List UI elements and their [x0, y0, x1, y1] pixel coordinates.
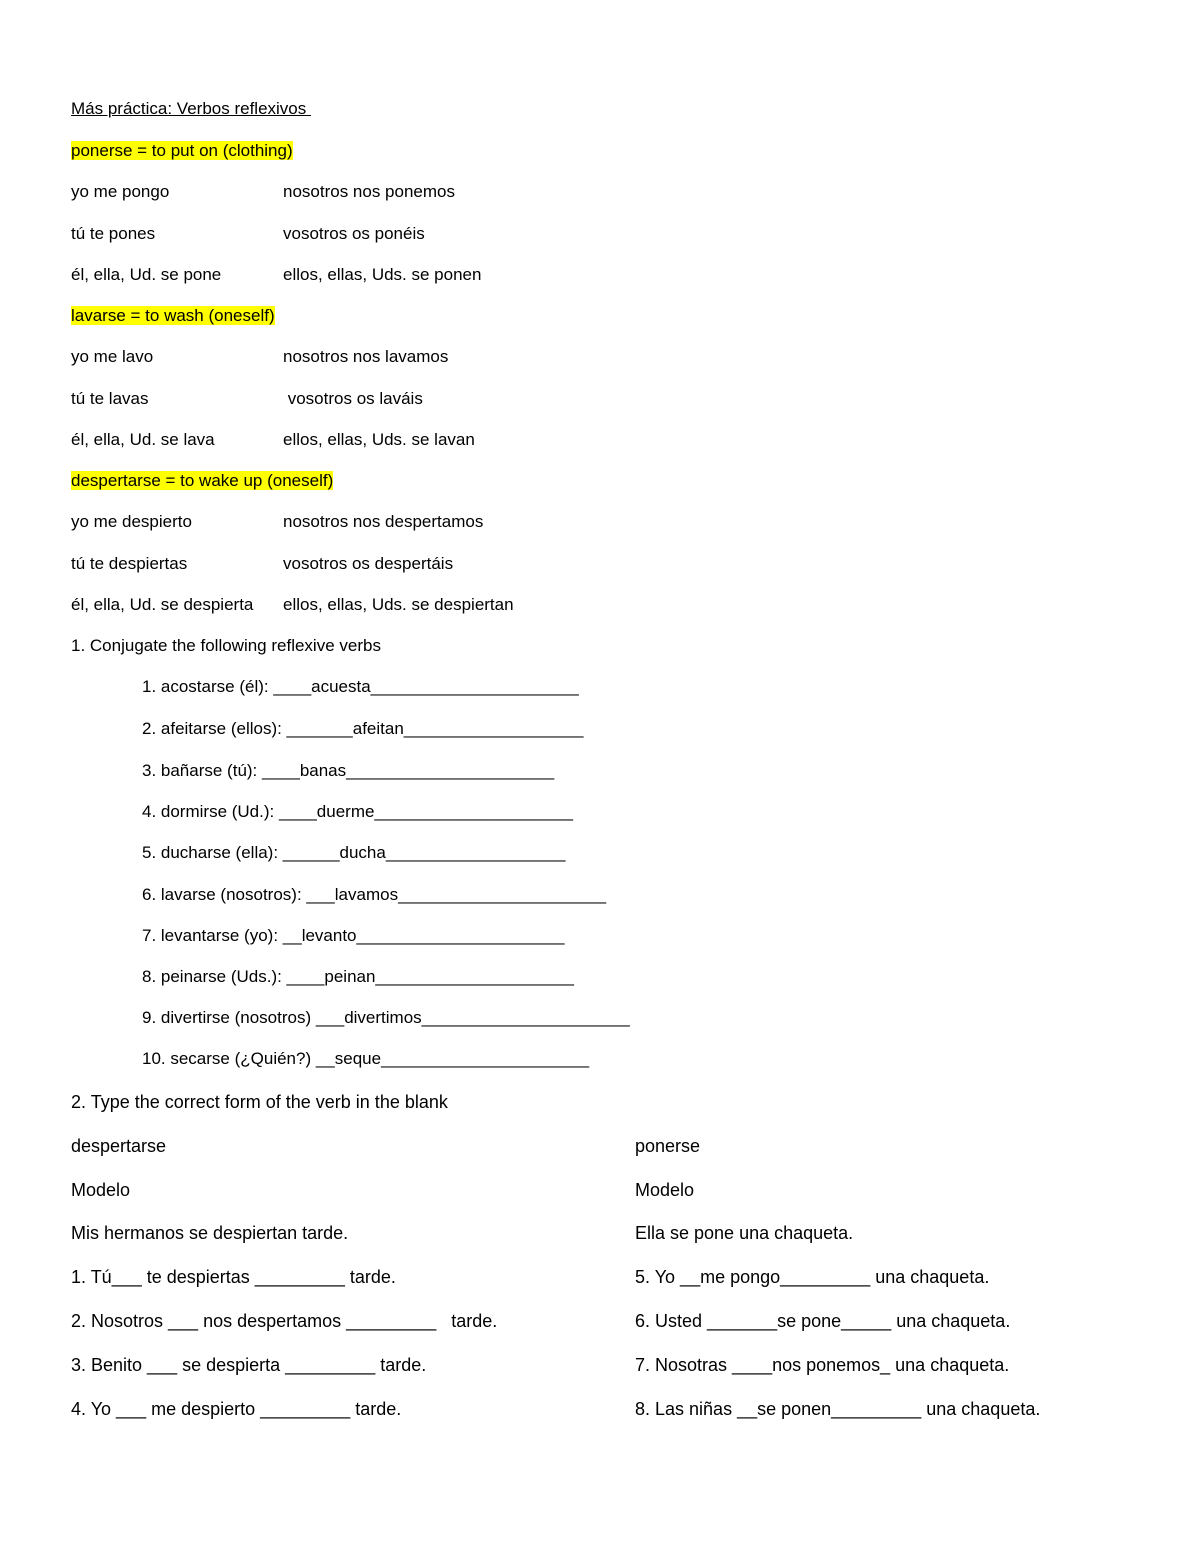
part2-right-verb: ponerse [635, 1136, 701, 1156]
part2-right-item: 5. Yo __me pongo_________ una chaqueta. [635, 1267, 990, 1287]
conj-row-left: él, ella, Ud. se lava [71, 430, 215, 449]
conj-row-left: tú te pones [71, 224, 156, 243]
part2-left-modelo-label: Modelo [71, 1180, 131, 1200]
exercise-item: 1. acostarse (él): ____acuesta______________________ [142, 677, 579, 696]
exercise-item: 4. dormirse (Ud.): ____duerme_____________________ [142, 802, 573, 821]
verb-heading-ponerse [71, 140, 293, 162]
part1-heading: 1. Conjugate the following reflexive verbs [71, 636, 381, 655]
conj-row-left: tú te lavas [71, 389, 149, 408]
part2-right-item: 6. Usted _______se pone_____ una chaqueta. [635, 1311, 1011, 1331]
exercise-item: 6. lavarse (nosotros): ___lavamos______________________ [142, 885, 607, 904]
conj-row-right: ellos, ellas, Uds. se lavan [283, 430, 475, 449]
part2-left-item: 1. Tú___ te despiertas _________ tarde. [71, 1267, 396, 1287]
conj-row-right: ellos, ellas, Uds. se ponen [283, 265, 482, 284]
page-title: Más práctica: Verbos reflexivos [71, 99, 311, 118]
conj-row-right: nosotros nos despertamos [283, 512, 484, 531]
conj-row-left: él, ella, Ud. se despierta [71, 595, 254, 614]
conj-row-right: vosotros os ponéis [283, 224, 425, 243]
exercise-item: 7. levantarse (yo): __levanto______________________ [142, 926, 565, 945]
part2-left-modelo: Mis hermanos se despiertan tarde. [71, 1223, 349, 1243]
part2-left-item: 2. Nosotros ___ nos despertamos _________ tarde. [71, 1311, 498, 1331]
exercise-item: 9. divertirse (nosotros) ___divertimos______________________ [142, 1008, 630, 1027]
verb-heading-lavarse-text: lavarse = to wash (oneself) [71, 306, 275, 325]
exercise-item: 2. afeitarse (ellos): _______afeitan___________________ [142, 719, 584, 738]
conj-row-left: yo me lavo [71, 347, 154, 366]
conj-row-left: yo me despierto [71, 512, 192, 531]
part2-left-verb: despertarse [71, 1136, 167, 1156]
exercise-item: 8. peinarse (Uds.): ____peinan_____________________ [142, 967, 574, 986]
conj-row-right: nosotros nos ponemos [283, 182, 455, 201]
conj-row-left: él, ella, Ud. se pone [71, 265, 222, 284]
part2-right-modelo-label: Modelo [635, 1180, 695, 1200]
conj-row-left: yo me pongo [71, 182, 170, 201]
conj-row-right: nosotros nos lavamos [283, 347, 449, 366]
part2-right-item: 7. Nosotras ____nos ponemos_ una chaqueta. [635, 1355, 1010, 1375]
part2-left-item: 4. Yo ___ me despierto _________ tarde. [71, 1399, 402, 1419]
part2-right-item: 8. Las niñas __se ponen_________ una chaqueta. [635, 1399, 1041, 1419]
exercise-item: 3. bañarse (tú): ____banas______________________ [142, 761, 555, 780]
part2-right-modelo: Ella se pone una chaqueta. [635, 1223, 854, 1243]
verb-heading-despertarse-text: despertarse = to wake up (oneself) [71, 471, 334, 490]
conj-row-right: vosotros os despertáis [283, 554, 454, 573]
exercise-item: 10. secarse (¿Quién?) __seque______________________ [142, 1049, 590, 1068]
exercise-item: 5. ducharse (ella): ______ducha___________________ [142, 843, 566, 862]
verb-heading-ponerse-text: ponerse = to put on (clothing) [71, 141, 293, 160]
conj-row-right: ellos, ellas, Uds. se despiertan [283, 595, 514, 614]
part2-heading: 2. Type the correct form of the verb in the blank [71, 1092, 448, 1112]
part2-left-item: 3. Benito ___ se despierta _________ tarde. [71, 1355, 427, 1375]
conj-row-left: tú te despiertas [71, 554, 188, 573]
verb-heading-despertarse [71, 470, 333, 492]
verb-heading-lavarse [71, 305, 275, 327]
conj-row-right: vosotros os laváis [283, 389, 423, 408]
